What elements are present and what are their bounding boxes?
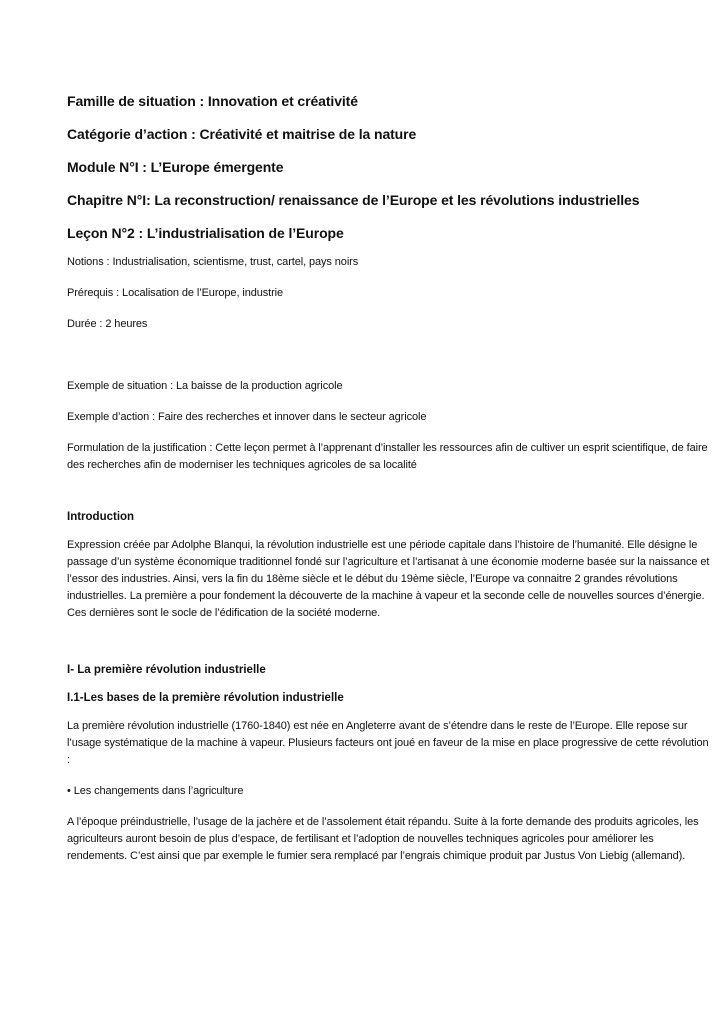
categorie-heading: Catégorie d’action : Créativité et maitrise de la nature xyxy=(67,126,417,142)
lecon-heading: Leçon N°2 : L’industrialisation de l’Europe xyxy=(67,225,344,241)
module-heading: Module N°I : L’Europe émergente xyxy=(67,159,284,175)
prerequis-line: Prérequis : Localisation de l’Europe, industrie xyxy=(67,287,284,299)
exemple-action-line: Exemple d’action : Faire des recherches et innover dans le secteur agricole xyxy=(67,411,427,423)
famille-heading: Famille de situation : Innovation et créativité xyxy=(67,93,358,109)
agriculture-paragraph: A l’époque préindustrielle, l’usage de la jachère et de l’assolement était répandu. Suite à la forte demande des produits agricoles, les agriculteurs auront besoin de plus d’espace, de fertilisant et l’adoption de nouvelles techniques agricoles pour améliorer les rendements. C’est ainsi que par exemple le fumier sera remplacé par l’engrais chimique produit par Justus Von Liebig (allemand). xyxy=(67,816,699,862)
section1-title: I- La première révolution industrielle xyxy=(67,664,266,676)
bullet-agriculture: • Les changements dans l’agriculture xyxy=(67,785,244,797)
document-page xyxy=(67,92,712,865)
section11-paragraph: La première révolution industrielle (1760-1840) est née en Angleterre avant de s’étendre dans le reste de l’Europe. Elle repose sur l’usage systématique de la machine à vapeur. Plusieurs facteurs ont joué en faveur de la mise en place progressive de cette révolution : xyxy=(67,720,709,766)
introduction-paragraph: Expression créée par Adolphe Blanqui, la révolution industrielle est une période capitale dans l’histoire de l’humanité. Elle désigne le passage d’un système économique traditionnel fondé sur l’agriculture et l’artisanat à une économie moderne basée sur la naissance et l’essor des industries. Ainsi, vers la fin du 18ème siècle et le début du 19ème siècle, l’Europe va connaitre 2 grandes révolutions industrielles. La première a pour fondement la découverte de la machine à vapeur et la seconde celle de nouvelles sources d’énergie. Ces dernières sont le socle de l’édification de la société moderne. xyxy=(67,539,710,619)
notions-line: Notions : Industrialisation, scientisme, trust, cartel, pays noirs xyxy=(67,256,359,268)
chapitre-heading: Chapitre N°I: La reconstruction/ renaissance de l’Europe et les révolutions industrielles xyxy=(67,192,640,208)
introduction-title: Introduction xyxy=(67,511,135,523)
section11-title: I.1-Les bases de la première révolution industrielle xyxy=(67,692,344,704)
justification-paragraph: Formulation de la justification : Cette leçon permet à l’apprenant d’installer les ressources afin de cultiver un esprit scientifique, de faire des recherches afin de moderniser les techniques agricoles de sa localité xyxy=(67,442,708,471)
exemple-situation-line: Exemple de situation : La baisse de la production agricole xyxy=(67,380,343,392)
duree-line: Durée : 2 heures xyxy=(67,318,148,330)
